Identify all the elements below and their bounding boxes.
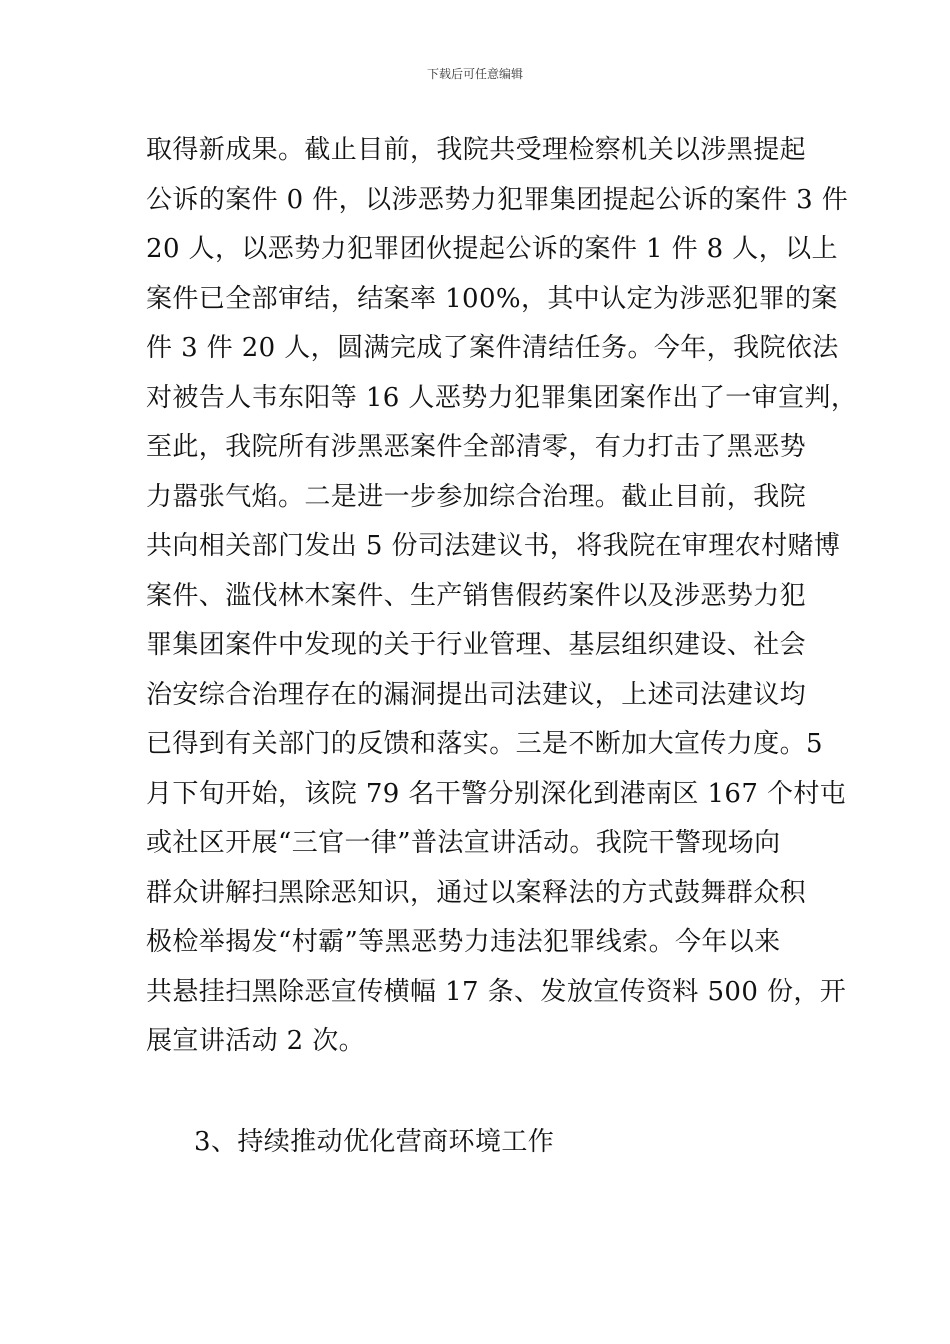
paragraph-line: 或社区开展“三官一律”普法宣讲活动。我院干警现场向 xyxy=(146,828,781,858)
paragraph-line: 20 人，以恶势力犯罪团伙提起公诉的案件 1 件 8 人，以上 xyxy=(146,234,838,264)
paragraph-line: 件 3 件 20 人，圆满完成了案件清结任务。今年，我院依法 xyxy=(146,333,839,363)
paragraph-line: 案件、滥伐林木案件、生产销售假药案件以及涉恶势力犯 xyxy=(146,580,807,611)
paragraph-line: 月下旬开始，该院 79 名干警分别深化到港南区 167 个村屯 xyxy=(146,778,847,809)
body-paragraph xyxy=(146,130,858,1071)
paragraph-line: 展宣讲活动 2 次。 xyxy=(146,1026,366,1056)
paragraph-line: 案件已全部审结，结案率 100%，其中认定为涉恶犯罪的案 xyxy=(146,283,838,314)
paragraph-line: 群众讲解扫黑除恶知识，通过以案释法的方式鼓舞群众积 xyxy=(146,877,807,908)
paragraph-line: 治安综合治理存在的漏洞提出司法建议，上述司法建议均 xyxy=(146,679,807,710)
section-heading: 3、持续推动优化营商环境工作 xyxy=(194,1127,555,1157)
paragraph-line: 共悬挂扫黑除恶宣传横幅 17 条、发放宣传资料 500 份，开 xyxy=(146,976,847,1007)
paragraph-line: 极检举揭发“村霸”等黑恶势力违法犯罪线索。今年以来 xyxy=(146,927,781,957)
paragraph-line: 至此，我院所有涉黑恶案件全部清零，有力打击了黑恶势 xyxy=(146,432,807,462)
paragraph-line: 已得到有关部门的反馈和落实。三是不断加大宣传力度。5 xyxy=(146,729,823,759)
paragraph-line: 对被告人韦东阳等 16 人恶势力犯罪集团案作出了一审宣判， xyxy=(146,382,858,413)
paragraph-line: 罪集团案件中发现的关于行业管理、基层组织建设、社会 xyxy=(146,630,807,660)
page-header: 下载后可任意编辑 xyxy=(426,67,523,81)
paragraph-line: 力嚣张气焰。二是进一步参加综合治理。截止目前，我院 xyxy=(146,481,807,512)
paragraph-line: 共向相关部门发出 5 份司法建议书，将我院在审理农村赌博 xyxy=(146,531,841,561)
paragraph-line: 取得新成果。截止目前，我院共受理检察机关以涉黑提起 xyxy=(146,135,807,165)
paragraph-line: 公诉的案件 0 件，以涉恶势力犯罪集团提起公诉的案件 3 件 xyxy=(146,184,849,215)
